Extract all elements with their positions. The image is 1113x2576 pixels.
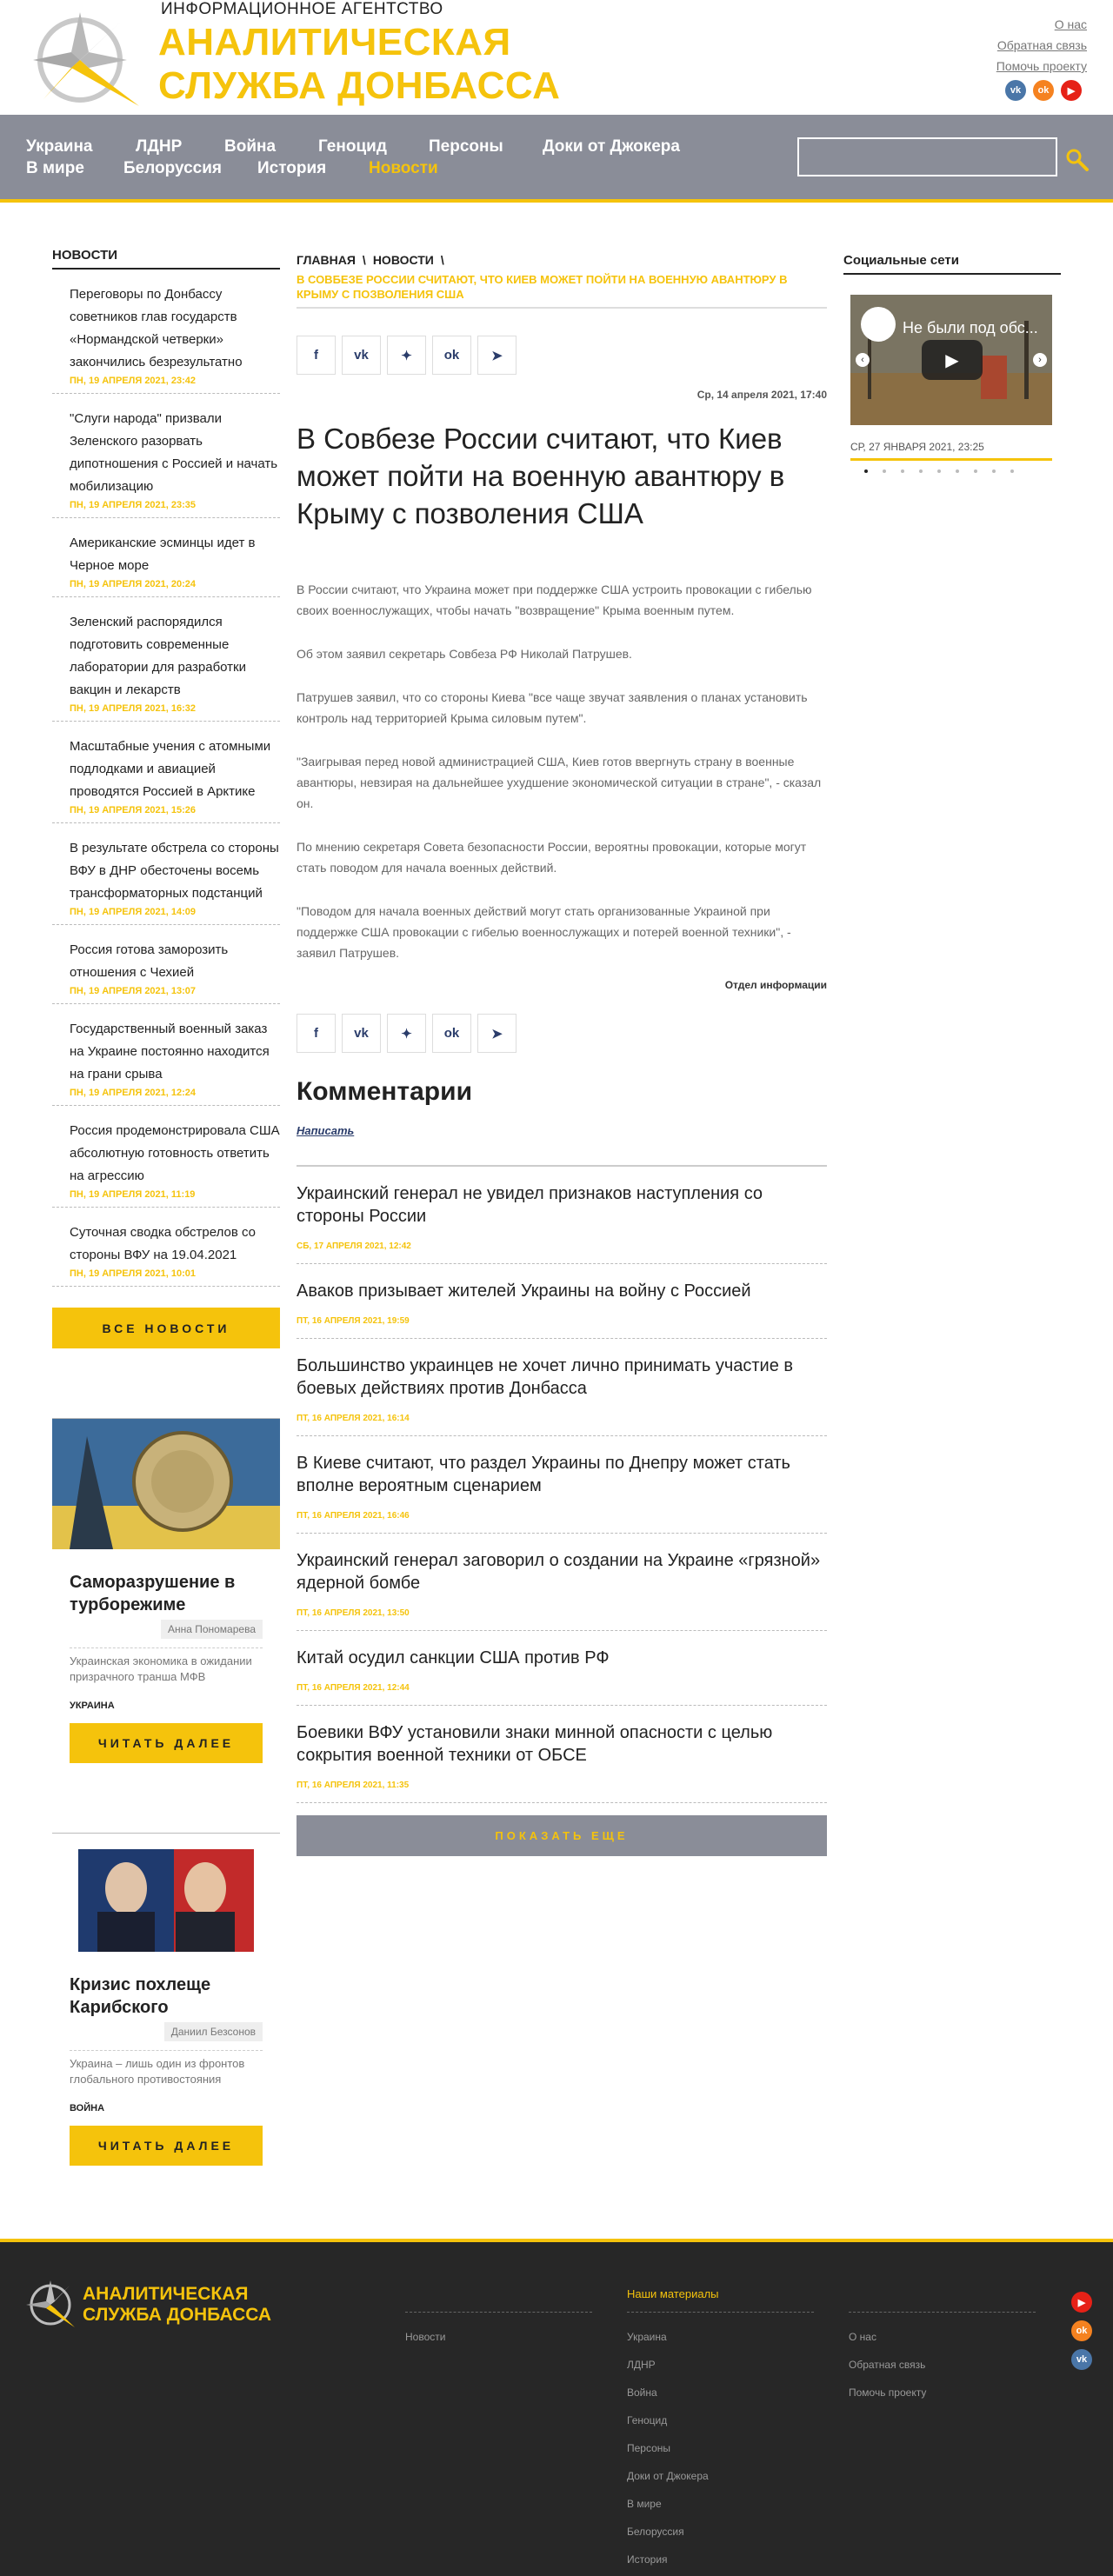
related-item[interactable] [297,1264,827,1339]
card-tag[interactable]: ВОЙНА [70,2103,105,2113]
related-title[interactable]: Боевики ВФУ установили знаки минной опасности с целью сокрытия военной техники от ОБСЕ [297,1723,773,1765]
comments-title: Комментарии [297,1077,473,1106]
twitter-icon[interactable]: ✦ [387,336,426,375]
news-title[interactable]: "Слуги народа" призвали Зеленского разорвать дипотношения с Россией и начать мобилизацию [70,411,278,494]
news-title[interactable]: В результате обстрела со стороны ВФУ в ДНР обесточены восемь трансформаторных подстанций [70,841,279,901]
carousel-dot[interactable] [864,469,868,473]
footer-link[interactable]: Доки от Джокера [627,2470,709,2482]
footer-name-line2: СЛУЖБА ДОНБАССА [83,2305,272,2325]
article-date: Ср, 14 апреля 2021, 17:40 [696,389,827,401]
related-date: СБ, 17 АПРЕЛЯ 2021, 12:42 [297,1241,411,1251]
news-list-item[interactable] [52,518,280,597]
footer-divider [627,2312,814,2313]
video-divider [850,458,1052,461]
breadcrumb [297,253,827,267]
related-item[interactable] [297,1436,827,1534]
top-links [996,14,1087,77]
footer-col-news [405,2287,592,2351]
search-input[interactable] [797,137,1057,176]
logo-icon[interactable] [26,9,143,111]
footer-link[interactable]: Персоны [627,2442,671,2454]
about-link[interactable]: О нас [1054,17,1087,31]
carousel-dot[interactable] [919,469,923,473]
related-item[interactable] [297,1339,827,1436]
news-date: ПН, 19 АПРЕЛЯ 2021, 10:01 [70,1268,197,1279]
all-news-button[interactable]: ВСЕ НОВОСТИ [52,1308,280,1348]
share-row-top [297,336,827,375]
related-title[interactable]: Украинский генерал заговорил о создании на Украине «грязной» ядерной бомбе [297,1551,821,1593]
facebook-icon[interactable]: f [297,336,336,375]
carousel-dot[interactable] [974,469,977,473]
breadcrumb-separator: \ [440,253,444,267]
footer-col-head [405,2287,592,2305]
related-title[interactable]: Большинство украинцев не хочет лично принимать участие в боевых действиях против Донбасса [297,1356,794,1398]
imf-image[interactable] [52,1419,280,1549]
footer-link[interactable]: В мире [627,2498,662,2510]
article-paragraph: В России считают, что Украина может при поддержке США устроить провокации с гибелью своих военнослужащих, чтобы начать "возвращение" Крыма военным путем. [297,582,812,617]
footer-link[interactable]: Помочь проекту [849,2386,927,2399]
news-title[interactable]: Россия продемонстрировала США абсолютную готовность ответить на агрессию [70,1123,280,1183]
footer-col-head: Наши материалы [627,2287,719,2300]
ok-icon[interactable]: ok [432,336,471,375]
news-list-item[interactable] [52,823,280,925]
carousel-dot[interactable] [1010,469,1014,473]
nav-item-war[interactable]: Война [224,137,277,156]
footer-links [627,2323,814,2573]
card-title[interactable]: Кризис похлеще Карибского [70,1975,211,2017]
news-date: ПН, 19 АПРЕЛЯ 2021, 16:32 [70,703,197,714]
write-comment-link[interactable]: Написать [297,1124,355,1137]
news-list-item[interactable] [52,270,280,394]
breadcrumb-home[interactable]: ГЛАВНАЯ [297,253,356,267]
telegram-icon[interactable]: ➤ [477,1014,517,1053]
news-date: ПН, 19 АПРЕЛЯ 2021, 23:42 [70,376,197,386]
site-footer [0,2239,1113,2576]
news-date: ПН, 19 АПРЕЛЯ 2021, 23:35 [70,500,197,510]
footer-socials [1071,2292,1092,2370]
related-date: ПТ, 16 АПРЕЛЯ 2021, 12:44 [297,1683,410,1693]
site-title-line1: АНАЛИТИЧЕСКАЯ [158,21,511,63]
related-title[interactable]: Аваков призывает жителей Украины на войну с Россией [297,1281,751,1301]
footer-link[interactable]: Новости [405,2331,446,2343]
news-title[interactable]: Россия готова заморозить отношения с Чехией [70,942,229,980]
ok-icon[interactable]: ok [432,1014,471,1053]
card-subtitle: Украинская экономика в ожидании призрачного транша МФВ [70,1647,263,1685]
carousel-dot[interactable] [937,469,941,473]
footer-link[interactable]: ЛДНР [627,2359,656,2371]
article-column [297,253,827,1856]
news-list-item[interactable] [52,1106,280,1208]
youtube-icon[interactable]: ▶ [1061,80,1082,101]
donate-link[interactable]: Помочь проекту [996,59,1087,73]
news-title[interactable]: Суточная сводка обстрелов со стороны ВФУ на 19.04.2021 [70,1225,256,1262]
footer-divider [849,2312,1036,2313]
news-title[interactable]: Переговоры по Донбассу советников глав государств «Нормандской четверки» закончились безрезультатно [70,287,243,369]
play-icon[interactable]: ▶ [922,340,983,380]
news-list-item[interactable] [52,1208,280,1287]
footer-link[interactable]: Обратная связь [849,2359,926,2371]
footer-divider [405,2312,592,2313]
next-arrow-icon[interactable]: › [1033,353,1047,367]
related-title[interactable]: Украинский генерал не увидел признаков наступления со стороны России [297,1184,763,1226]
news-title[interactable]: Государственный военный заказ на Украине постоянно находится на грани срыва [70,1022,270,1082]
search-icon[interactable] [1065,148,1090,172]
carousel-dot[interactable] [901,469,904,473]
news-date: ПН, 19 АПРЕЛЯ 2021, 13:07 [70,986,197,996]
show-more-button[interactable]: ПОКАЗАТЬ ЕЩЕ [297,1815,827,1856]
related-item[interactable] [297,1534,827,1631]
nav-item-persons[interactable]: Персоны [429,137,503,156]
news-title[interactable]: Масштабные учения с атомными подлодками и авиацией проводятся Россией в Арктике [70,739,271,799]
feature-card-2 [52,1833,280,2166]
nav-item-ukraine[interactable]: Украина [26,137,93,156]
right-sidebar [843,253,1061,473]
news-title[interactable]: Американские эсминцы идет в Черное море [70,536,256,573]
card-title[interactable]: Саморазрушение в турборежиме [70,1573,236,1614]
vk-icon[interactable]: vk [342,1014,381,1053]
related-date: ПТ, 16 АПРЕЛЯ 2021, 19:59 [297,1316,410,1326]
news-date: ПН, 19 АПРЕЛЯ 2021, 14:09 [70,907,197,917]
footer-link[interactable]: Война [627,2386,657,2399]
related-news [297,1165,827,1803]
news-date: ПН, 19 АПРЕЛЯ 2021, 15:26 [70,805,197,815]
read-more-button[interactable]: ЧИТАТЬ ДАЛЕЕ [70,1723,263,1763]
breadcrumb-news[interactable]: НОВОСТИ [372,253,434,267]
card-subtitle: Украина – лишь один из фронтов глобального противостояния [70,2050,263,2087]
breadcrumb-separator: \ [362,253,366,267]
footer-link[interactable]: Украина [627,2331,667,2343]
footer-col-about [849,2287,1036,2406]
footer-link[interactable]: О нас [849,2331,876,2343]
footer-col-materials [627,2287,814,2573]
article-paragraph: "Заигрывая перед новой администрацией США, Киев готов ввергнуть страну в военные авантюры, невзирая на дальнейшее ухудшение экономической ситуации в стране", - сказал он. [297,755,822,810]
footer-logo-icon[interactable] [24,2279,77,2331]
twitter-icon[interactable]: ✦ [387,1014,426,1053]
related-title[interactable]: Китай осудил санкции США против РФ [297,1648,610,1667]
related-date: ПТ, 16 АПРЕЛЯ 2021, 11:35 [297,1781,410,1790]
footer-link[interactable]: Белоруссия [627,2526,684,2538]
article-title: В Совбезе России считают, что Киев может пойти на военную авантюру в Крыму с позволения США [297,423,785,529]
share-row-bottom [297,1014,827,1053]
prev-arrow-icon[interactable]: ‹ [856,353,870,367]
nav-item-ldnr[interactable]: ЛДНР [136,137,183,156]
news-date: ПН, 19 АПРЕЛЯ 2021, 11:19 [70,1189,196,1200]
vk-icon[interactable]: vk [1005,80,1026,101]
channel-logo-icon[interactable] [861,307,896,342]
news-list-item[interactable] [52,925,280,1004]
carousel-dots [864,469,1061,473]
feedback-link[interactable]: Обратная связь [996,38,1087,52]
related-date: ПТ, 16 АПРЕЛЯ 2021, 16:46 [297,1511,410,1521]
footer-links [405,2323,592,2351]
news-list-item[interactable] [52,722,280,823]
social-section-title: Социальные сети [843,253,1061,275]
news-list-item[interactable] [52,597,280,722]
news-list [52,270,280,1287]
read-more-button[interactable]: ЧИТАТЬ ДАЛЕЕ [70,2126,263,2166]
footer-links [849,2323,1036,2406]
article-source: Отдел информации [724,979,827,991]
breadcrumb-current: В СОВБЕЗЕ РОССИИ СЧИТАЮТ, ЧТО КИЕВ МОЖЕТ ПОЙТИ НА ВОЕННУЮ АВАНТЮРУ В КРЫМУ С ПОЗВОЛЕНИЯ США [297,272,827,309]
nav-item-world[interactable]: В мире [26,159,84,177]
nav-item-belarus[interactable]: Белоруссия [123,159,222,177]
carousel-dot[interactable] [956,469,959,473]
card-author: Анна Пономарева [70,1623,263,1635]
nav-item-news[interactable]: Новости [369,159,438,177]
video-title[interactable]: Не были под обс... [903,319,1038,336]
footer-site-name[interactable] [83,2284,271,2326]
facebook-icon[interactable]: f [297,1014,336,1053]
news-date: ПН, 19 АПРЕЛЯ 2021, 20:24 [70,579,197,589]
vk-icon[interactable]: vk [342,336,381,375]
news-section-title: НОВОСТИ [52,248,280,270]
related-item[interactable] [297,1167,827,1264]
article-paragraph: По мнению секретаря Совета безопасности России, вероятны провокации, которые могут стать поводом для начала военных действий. [297,840,807,875]
news-list-item[interactable] [52,394,280,518]
site-header [0,0,1113,115]
related-date: ПТ, 16 АПРЕЛЯ 2021, 16:14 [297,1414,410,1423]
nav-item-history[interactable]: История [257,159,327,177]
video-date: СР, 27 ЯНВАРЯ 2021, 23:25 [850,441,984,453]
nav-item-genocide[interactable]: Геноцид [318,137,387,156]
article-paragraph: "Поводом для начала военных действий могут стать организованные Украиной при поддержке США провокации с гибелью военнослужащих и потерей военной техники", - заявил Патрушев. [297,904,791,960]
leaders-image[interactable] [78,1849,254,1952]
carousel-dot[interactable] [883,469,886,473]
video-player[interactable] [850,295,1052,425]
youtube-icon[interactable]: ▶ [1071,2292,1092,2313]
header-socials [1005,80,1082,101]
related-item[interactable] [297,1631,827,1706]
article-paragraph: Об этом заявил секретарь Совбеза РФ Николай Патрушев. [297,647,632,661]
ok-icon[interactable]: ok [1033,80,1054,101]
news-title[interactable]: Зеленский распорядился подготовить современные лаборатории для разработки вакцин и лекарств [70,615,246,697]
carousel-dot[interactable] [992,469,996,473]
article-paragraph: Патрушев заявил, что со стороны Киева "все чаще звучат заявления о планах установить контроль над территорией Крыма силовым путем". [297,690,808,725]
footer-col-head [849,2287,1036,2305]
article-body [297,579,827,963]
agency-subtitle: ИНФОРМАЦИОННОЕ АГЕНТСТВО [161,0,443,18]
main-nav [0,115,1113,203]
site-title[interactable] [158,21,560,108]
left-sidebar [52,248,280,2166]
related-date: ПТ, 16 АПРЕЛЯ 2021, 13:50 [297,1608,410,1618]
telegram-icon[interactable]: ➤ [477,336,517,375]
news-date: ПН, 19 АПРЕЛЯ 2021, 12:24 [70,1088,197,1098]
site-title-line2: СЛУЖБА ДОНБАССА [158,64,561,107]
card-tag[interactable]: УКРАИНА [70,1701,115,1711]
vk-icon[interactable]: vk [1071,2349,1092,2370]
footer-link[interactable]: История [627,2553,668,2566]
ok-icon[interactable]: ok [1071,2320,1092,2341]
feature-card-1 [52,1418,280,1763]
related-item[interactable] [297,1706,827,1803]
footer-link[interactable]: Геноцид [627,2414,668,2426]
related-title[interactable]: В Киеве считают, что раздел Украины по Днепру может стать вполне вероятным сценарием [297,1454,790,1495]
card-author: Даниил Безсонов [70,2026,263,2038]
news-list-item[interactable] [52,1004,280,1106]
footer-name-line1: АНАЛИТИЧЕСКАЯ [83,2284,249,2304]
nav-item-joker-docs[interactable]: Доки от Джокера [543,137,680,156]
